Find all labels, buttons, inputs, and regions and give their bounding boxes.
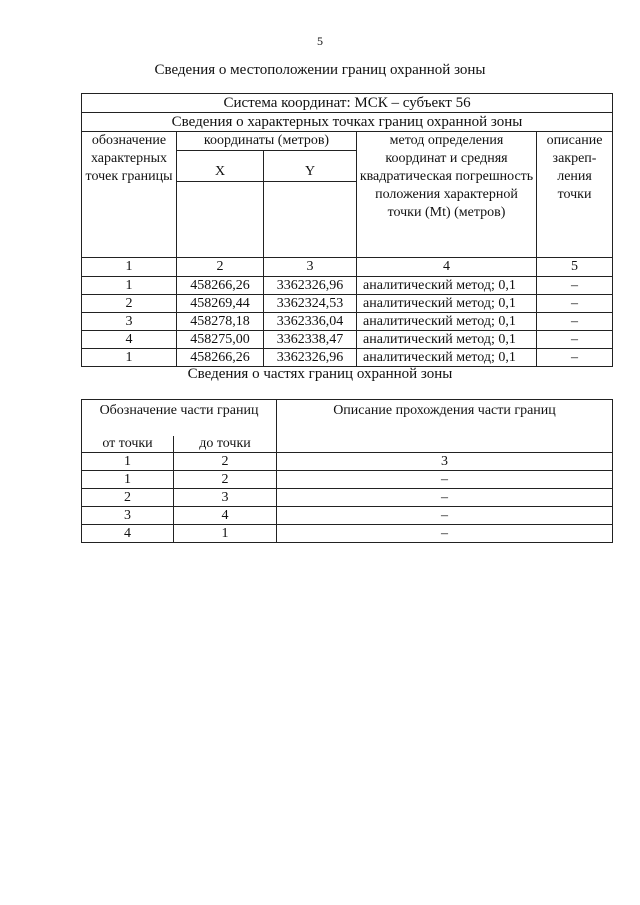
part-description: – bbox=[277, 489, 613, 507]
fixing-description: – bbox=[537, 349, 613, 367]
table-row bbox=[82, 471, 613, 489]
x-coordinate: 458278,18 bbox=[177, 313, 264, 331]
column-header-part-description: Описание прохождения части границ bbox=[277, 400, 613, 453]
to-point: 4 bbox=[174, 507, 277, 525]
x-coordinate: 458269,44 bbox=[177, 295, 264, 313]
y-coordinate: 3362326,96 bbox=[264, 349, 357, 367]
column-number-row bbox=[82, 453, 613, 471]
column-header-from-point: от точки bbox=[82, 436, 174, 453]
column-number: 2 bbox=[177, 258, 264, 277]
point-id: 3 bbox=[82, 313, 177, 331]
method: аналитический метод; 0,1 bbox=[357, 313, 537, 331]
column-header-coordinates: координаты (метров) bbox=[177, 132, 357, 151]
column-header-x: X bbox=[177, 151, 264, 182]
column-header-to-point: до точки bbox=[174, 436, 277, 453]
y-coordinate: 3362326,96 bbox=[264, 277, 357, 295]
column-number-row bbox=[82, 258, 613, 277]
point-id: 4 bbox=[82, 331, 177, 349]
table-row bbox=[82, 331, 613, 349]
column-number: 1 bbox=[82, 258, 177, 277]
boundary-parts-table bbox=[81, 399, 613, 543]
method: аналитический метод; 0,1 bbox=[357, 331, 537, 349]
coordinate-system-header: Система координат: МСК – субъект 56 bbox=[82, 94, 613, 113]
from-point: 1 bbox=[82, 471, 174, 489]
x-coordinate: 458266,26 bbox=[177, 349, 264, 367]
table-row bbox=[82, 295, 613, 313]
column-header-description: описание закреп-ления точки bbox=[537, 132, 613, 258]
method: аналитический метод; 0,1 bbox=[357, 349, 537, 367]
column-number: 3 bbox=[277, 453, 613, 471]
column-number: 4 bbox=[357, 258, 537, 277]
table-row bbox=[82, 313, 613, 331]
boundary-points-table bbox=[81, 93, 613, 367]
column-number: 2 bbox=[174, 453, 277, 471]
table-row bbox=[82, 277, 613, 295]
section-title-boundary-parts: Сведения о частях границ охранной зоны bbox=[187, 366, 453, 382]
point-id: 1 bbox=[82, 349, 177, 367]
column-number: 5 bbox=[537, 258, 613, 277]
from-point: 4 bbox=[82, 525, 174, 543]
fixing-description: – bbox=[537, 331, 613, 349]
to-point: 2 bbox=[174, 471, 277, 489]
fixing-description: – bbox=[537, 295, 613, 313]
fixing-description: – bbox=[537, 313, 613, 331]
table-row bbox=[82, 507, 613, 525]
page-number: 5 bbox=[317, 34, 323, 48]
column-header-x-spacer bbox=[177, 182, 264, 258]
from-point: 3 bbox=[82, 507, 174, 525]
method: аналитический метод; 0,1 bbox=[357, 277, 537, 295]
points-header: Сведения о характерных точках границ охранной зоны bbox=[82, 113, 613, 132]
y-coordinate: 3362324,53 bbox=[264, 295, 357, 313]
table-row bbox=[82, 349, 613, 367]
table-row bbox=[82, 489, 613, 507]
part-description: – bbox=[277, 471, 613, 489]
method: аналитический метод; 0,1 bbox=[357, 295, 537, 313]
point-id: 2 bbox=[82, 295, 177, 313]
part-description: – bbox=[277, 507, 613, 525]
to-point: 3 bbox=[174, 489, 277, 507]
table-row bbox=[82, 525, 613, 543]
fixing-description: – bbox=[537, 277, 613, 295]
x-coordinate: 458266,26 bbox=[177, 277, 264, 295]
point-id: 1 bbox=[82, 277, 177, 295]
y-coordinate: 3362336,04 bbox=[264, 313, 357, 331]
column-header-part-designation: Обозначение части границ bbox=[82, 400, 277, 437]
to-point: 1 bbox=[174, 525, 277, 543]
y-coordinate: 3362338,47 bbox=[264, 331, 357, 349]
column-header-designation: обозначение характерных точек границы bbox=[82, 132, 177, 258]
column-number: 1 bbox=[82, 453, 174, 471]
column-header-method: метод определения координат и средняя квадратическая погрешность положения характерной точки (Mt) (метров) bbox=[357, 132, 537, 258]
x-coordinate: 458275,00 bbox=[177, 331, 264, 349]
column-number: 3 bbox=[264, 258, 357, 277]
column-header-y-spacer bbox=[264, 182, 357, 258]
from-point: 2 bbox=[82, 489, 174, 507]
column-header-y: Y bbox=[264, 151, 357, 182]
part-description: – bbox=[277, 525, 613, 543]
section-title-boundary-location: Сведения о местоположении границ охранной зоны bbox=[154, 62, 486, 78]
